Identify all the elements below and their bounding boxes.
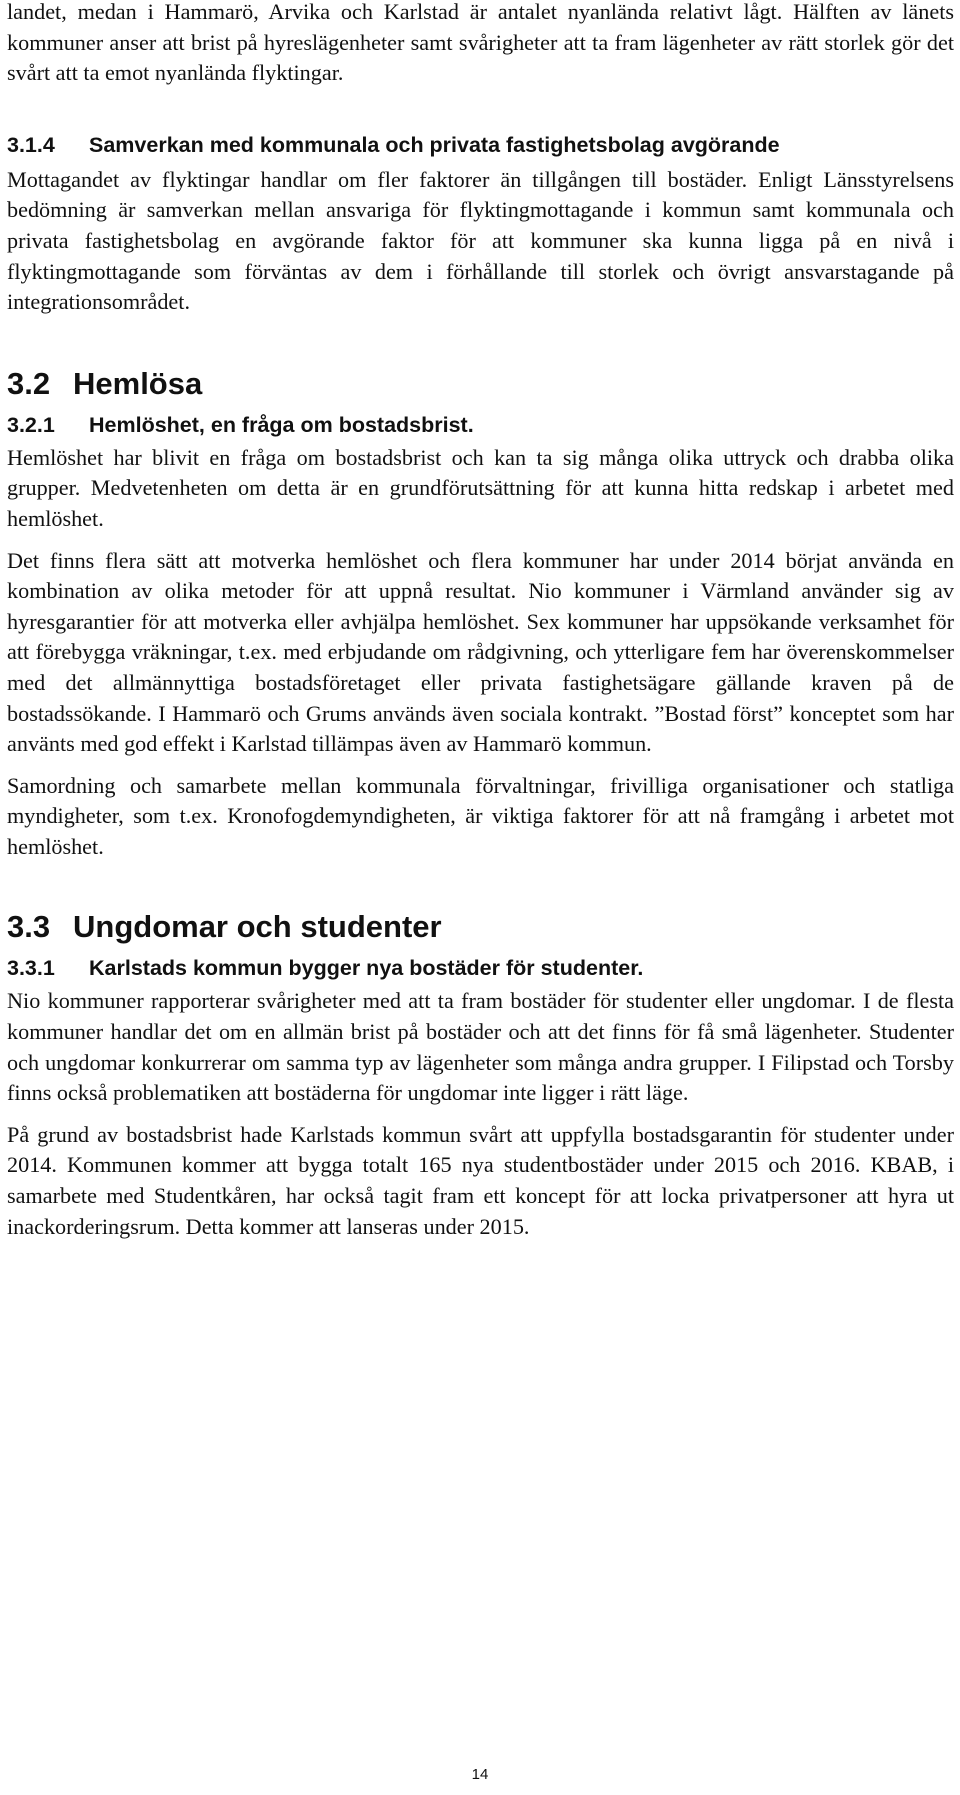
heading-number: 3.2.1 [7, 412, 55, 437]
paragraph-3-3-1-a: Nio kommuner rapporterar svårigheter med att ta fram bostäder för studenter eller ungdomar. I de flesta kommuner handlar det om en allmän brist på bostäder och att det finns för få små lägenheter. Studenter och ungdomar konkurrerar om samma typ av lägenheter som många andra grupper. I Filipstad och Torsby finns också problematiken att bostäderna för ungdomar inte ligger i rätt läge. [7, 988, 954, 1106]
heading-3-2-1 [7, 412, 954, 438]
page-number: 14 [471, 1766, 489, 1783]
heading-3-2 [7, 366, 954, 402]
heading-title: Ungdomar och studenter [73, 909, 442, 945]
heading-title: Hemlöshet, en fråga om bostadsbrist. [89, 412, 474, 437]
heading-title: Hemlösa [73, 365, 203, 401]
heading-title: Samverkan med kommunala och privata fastighetsbolag avgörande [89, 132, 780, 157]
paragraph-3-3-1-b: På grund av bostadsbrist hade Karlstads kommun svårt att uppfylla bostadsgarantin för studenter under 2014. Kommunen kommer att bygga totalt 165 nya studentbostäder under 2015 och 2016. KBAB, i samarbete med Studentkåren, har också tagit fram ett koncept för att locka privatpersoner att hyra ut inackorderingsrum. Detta kommer att lanseras under 2015. [7, 1121, 954, 1239]
heading-number: 3.1.4 [7, 132, 55, 157]
heading-number: 3.3.1 [7, 956, 55, 981]
heading-3-3 [7, 909, 954, 945]
heading-3-3-1 [7, 955, 954, 981]
paragraph-3-2-1-b: Det finns flera sätt att motverka hemlöshet och flera kommuner har under 2014 börjat använda en kombination av olika metoder för att uppnå resultat. Nio kommuner i Värmland använder sig av hyresgarantier för att motverka eller avhjälpa hemlöshet. Sex kommuner har uppsökande verksamhet för att förebygga vräkningar, t.ex. med erbjudande om rådgivning, och ytterligare fem har överenskommelser med det allmännyttiga bostadsföretaget eller privata fastighetsägare gällande kraven på de bostadssökande. I Hammarö och Grums används även sociala kontrakt. ”Bostad först” konceptet som har använts med god effekt i Karlstad tillämpas även av Hammarö kommun. [7, 547, 954, 757]
heading-3-1-4 [7, 132, 954, 158]
intro-paragraph: landet, medan i Hammarö, Arvika och Karlstad är antalet nyanlända relativt lågt. Hälften av länets kommuner anser att brist på hyreslägenheter samt svårigheter att ta fram lägenheter av rätt storlek gör det svårt att ta emot nyanlända flyktingar. [7, 0, 954, 86]
paragraph-3-2-1-a: Hemlöshet har blivit en fråga om bostadsbrist och kan ta sig många olika uttryck och drabba olika grupper. Medvetenheten om detta är en grundförutsättning för att kunna hitta redskap i arbetet med hemlöshet. [7, 444, 954, 531]
paragraph-3-1-4: Mottagandet av flyktingar handlar om fler faktorer än tillgången till bostäder. Enligt Länsstyrelsens bedömning är samverkan mellan ansvariga för flyktingmottagande i kommun samt kommunala och privata fastighetsbolag en avgörande faktor för att kommuner ska kunna ligga på en nivå i flyktingmottagande som förväntas av dem i förhållande till storlek och övrigt ansvarstagande på integrationsområdet. [7, 166, 954, 315]
paragraph-3-2-1-c: Samordning och samarbete mellan kommunala förvaltningar, frivilliga organisationer och statliga myndigheter, som t.ex. Kronofogdemyndigheten, är viktiga faktorer för att nå framgång i arbetet mot hemlöshet. [7, 772, 954, 859]
heading-number: 3.3 [7, 909, 51, 945]
heading-number: 3.2 [7, 365, 51, 401]
heading-title: Karlstads kommun bygger nya bostäder för studenter. [89, 956, 644, 981]
